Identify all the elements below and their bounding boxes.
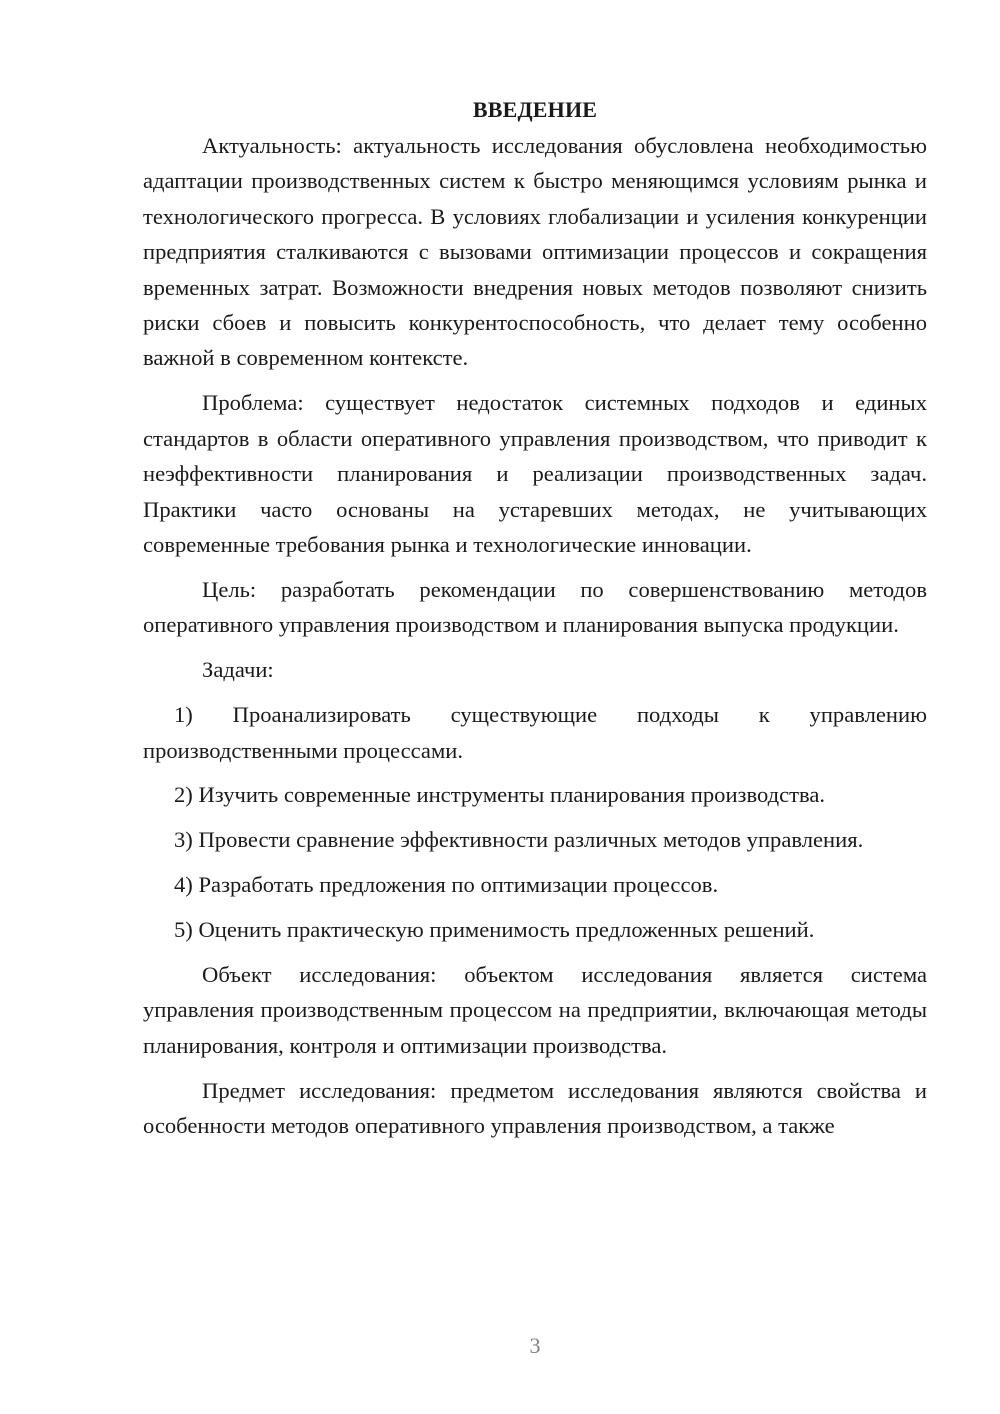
paragraph-object: Объект исследования: объектом исследования является система управления производственным процессом на предприятии, включающая методы планирования, контроля и оптимизации производства. — [143, 962, 927, 1058]
task-item-5: 5) Оценить практическую применимость предложенных решений. — [174, 917, 815, 943]
paragraph-subject: Предмет исследования: предметом исследования являются свойства и особенности методов оперативного управления производством, а также — [143, 1077, 927, 1139]
task-item-1: 1) Проанализировать существующие подходы к управлению производственными процессами. — [143, 702, 927, 763]
task-item-2: 2) Изучить современные инструменты планирования производства. — [174, 782, 826, 808]
page-number: 3 — [529, 1333, 541, 1358]
task-item-4: 4) Разработать предложения по оптимизации процессов. — [174, 872, 719, 898]
section-title: ВВЕДЕНИЕ — [472, 97, 598, 122]
document-page — [143, 92, 927, 1153]
task-item-3: 3) Провести сравнение эффективности различных методов управления. — [174, 827, 864, 853]
paragraph-goal: Цель: разработать рекомендации по совершенствованию методов оперативного управления производством и планирования выпуска продукции. — [143, 576, 927, 638]
paragraph-problem: Проблема: существует недостаток системных подходов и единых стандартов в области оперативного управления производством, что приводит к неэффективности планирования и реализации производственных задач. Практики часто основаны на устаревших методах, не учитывающих современные требования рынка и технологические инновации. — [143, 390, 927, 557]
paragraph-relevance: Актуальность: актуальность исследования обусловлена необходимостью адаптации производственных систем к быстро меняющимся условиям рынка и технологического прогресса. В условиях глобализации и усиления конкуренции предприятия сталкиваются с вызовами оптимизации процессов и сокращения временных затрат. Возможности внедрения новых методов позволяют снизить риски сбоев и повысить конкурентоспособность, что делает тему особенно важной в современном контексте. — [143, 133, 927, 371]
paragraph-tasks-heading: Задачи: — [202, 657, 274, 683]
